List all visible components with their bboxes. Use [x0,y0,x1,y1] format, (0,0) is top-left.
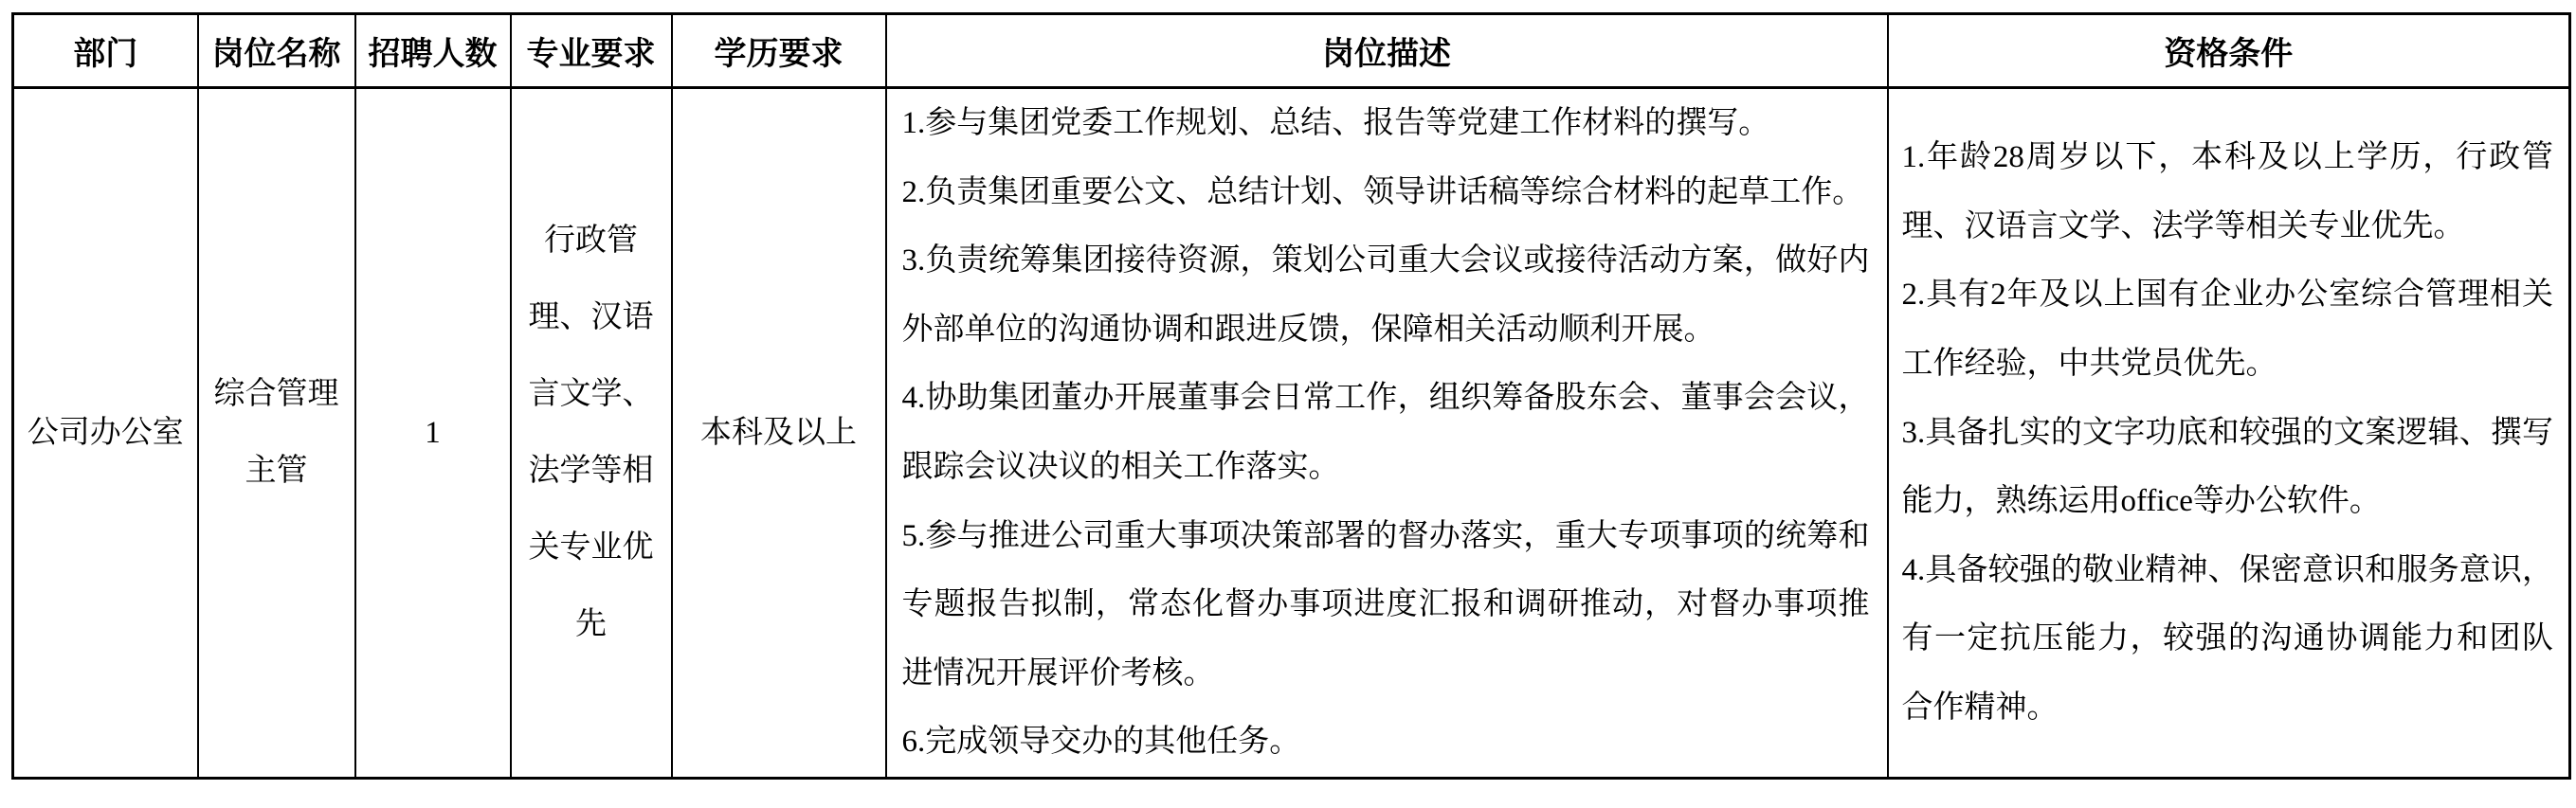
header-headcount: 招聘人数 [355,14,511,88]
cell-position-name: 综合管理主管 [198,88,355,779]
job-description-item-6: 6.完成领导交办的其他任务。 [901,725,1301,760]
header-job-description: 岗位描述 [886,14,1888,88]
recruitment-table [11,12,2571,780]
header-department: 部门 [13,14,198,88]
table-row [13,88,2570,779]
cell-major-requirement: 行政管理、汉语言文学、法学等相关专业优先 [511,88,672,779]
cell-qualifications [1888,88,2570,779]
job-description-item-2: 2.负责集团重要公文、总结计划、领导讲话稿等综合材料的起草工作。 [901,174,1864,209]
header-position-name: 岗位名称 [198,14,355,88]
cell-education-requirement: 本科及以上 [672,88,886,779]
job-description-item-4: 4.协助集团董办开展董事会日常工作，组织筹备股东会、董事会会议，跟踪会议决议的相关工作落实。 [901,381,1870,484]
job-description-item-3: 3.负责统筹集团接待资源，策划公司重大会议或接待活动方案，做好内外部单位的沟通协调和跟进反馈，保障相关活动顺利开展。 [901,243,1870,347]
job-description-item-5: 5.参与推进公司重大事项决策部署的督办落实，重大专项事项的统筹和专题报告拟制，常态化督办事项进度汇报和调研推动，对督办事项推进情况开展评价考核。 [901,518,1870,691]
table-header-row [13,14,2570,88]
cell-department: 公司办公室 [13,88,198,779]
job-description-item-1: 1.参与集团党委工作规划、总结、报告等党建工作材料的撰写。 [901,106,1770,140]
qualification-item-3: 3.具备扎实的文字功底和较强的文案逻辑、撰写能力，熟练运用office等办公软件。 [1901,415,2553,519]
cell-headcount: 1 [355,88,511,779]
cell-job-description [886,88,1888,779]
header-qualifications: 资格条件 [1888,14,2570,88]
header-major-requirement: 专业要求 [511,14,672,88]
qualification-item-1: 1.年龄28周岁以下，本科及以上学历，行政管理、汉语言文学、法学等相关专业优先。 [1901,140,2553,243]
qualification-item-4: 4.具备较强的敬业精神、保密意识和服务意识，有一定抗压能力，较强的沟通协调能力和团队合作精神。 [1901,552,2553,726]
qualification-item-2: 2.具有2年及以上国有企业办公室综合管理相关工作经验，中共党员优先。 [1901,278,2553,382]
header-education-requirement: 学历要求 [672,14,886,88]
